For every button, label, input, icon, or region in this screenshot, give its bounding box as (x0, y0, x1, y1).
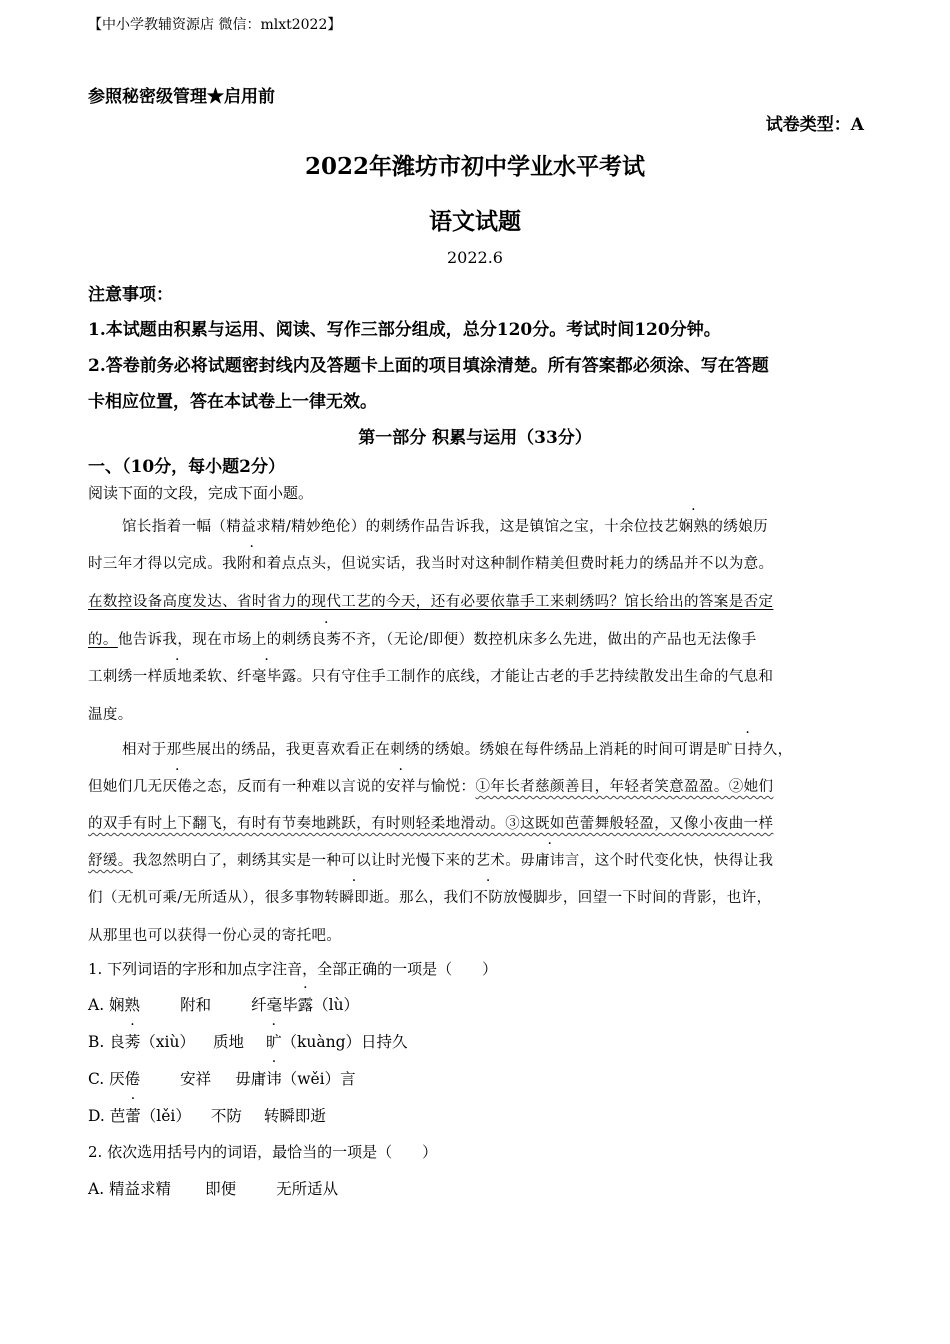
dotted-word: 质地 (162, 669, 193, 685)
exam-date: 2022.6 (447, 248, 503, 267)
question-1-option-a: A. 娴熟 附和 纤毫毕露（lù） (88, 993, 359, 1015)
exam-subtitle: 语文试题 (429, 208, 521, 235)
section-1-heading: 一、（10分，每小题2分） (88, 457, 285, 477)
question-1-option-c: C. 厌倦 安祥 毋庸讳（wěi）言 (88, 1067, 356, 1089)
dotted-word: 纤毫毕露 (237, 669, 297, 685)
dotted-word: 讳 (266, 1070, 282, 1088)
passage-line: 们（无机可乘/无所适从），很多事物转瞬即逝。那么，我们不防放慢脚步，回望一下时间的背影，也许， (88, 886, 860, 907)
secret-label: 参照秘密级管理★启用前 (88, 87, 275, 107)
dotted-word: 附和 (237, 556, 267, 572)
notice-item-2-line-1: 2.答卷前务必将试题密封线内及答题卡上面的项目填涂清楚。所有答案都必须涂、写在答题 (88, 356, 769, 376)
dotted-word: 莠 (124, 1033, 141, 1051)
notice-heading: 注意事项： (88, 285, 173, 305)
notice-item-2-line-2: 卡相应位置，答在本试卷上一律无效。 (88, 392, 377, 412)
dotted-word: 厌倦 (162, 779, 193, 795)
header-note: 【中小学教辅资源店 微信：mlxt2022】 (88, 17, 342, 33)
question-1-stem: 1. 下列词语的字形和加点字注音，全部正确的一项是（ ） (88, 960, 498, 978)
question-1-option-d: D. 芭蕾（lěi） 不防 转瞬即逝 (88, 1104, 326, 1126)
passage-line: 馆长指着一幅（精益求精/精妙绝伦）的刺绣作品告诉我，这是镇馆之宝，十余位技艺娴熟的绣娘历 (122, 515, 894, 536)
question-2-stem: 2. 依次选用括号内的词语，最恰当的一项是（ ） (88, 1143, 438, 1161)
notice-item-1: 1.本试题由积累与运用、阅读、写作三部分组成，总分120分。考试时间120分钟。 (88, 320, 721, 340)
passage-line: 的。他告诉我，现在市场上的刺绣良莠不齐，（无论/即便）数控机床多么先进，做出的产品也无法像手 (88, 628, 860, 649)
dotted-word: 毋庸讳言 (520, 853, 580, 869)
passage-line: 但她们几无厌倦之态，反而有一种难以言说的安祥与愉悦：①年长者慈颜善目，年轻者笑意盈盈。②她们 (88, 775, 860, 796)
passage-line: 舒缓。我忽然明白了，刺绣其实是一种可以让时光慢下来的艺术。毋庸讳言，这个时代变化快，快得让我 (88, 849, 860, 870)
passage-line: 时三年才得以完成。我附和着点点头，但说实话，我当时对这种制作精美但费时耗力的绣品并不以为意。 (88, 552, 860, 573)
dotted-word: 旷日持久 (718, 742, 778, 758)
dotted-word: 安祥 (386, 779, 416, 795)
dotted-word: 娴熟 (678, 519, 709, 535)
question-1-option-b: B. 良莠（xiù） 质地 旷（kuàng）日持久 (88, 1030, 408, 1052)
dotted-word: 转瞬即逝 (324, 890, 385, 906)
passage-line: 相对于那些展出的绣品，我更喜欢看正在刺绣的绣娘。绣娘在每件绣品上消耗的时间可谓是旷日持久， (122, 738, 894, 759)
dotted-word: 旷 (265, 1033, 282, 1051)
dotted-word: 蕾 (125, 1107, 141, 1125)
passage-line: 从那里也可以获得一份心灵的寄托吧。 (88, 928, 342, 944)
passage-line: 工刺绣一样质地柔软、纤毫毕露。只有守住手工制作的底线，才能让古老的手艺持续散发出生命的气息和 (88, 665, 860, 686)
exam-title: 2022年潍坊市初中学业水平考试 (304, 153, 645, 180)
dotted-word: 良莠 (311, 632, 342, 648)
dotted-word: 露 (297, 996, 314, 1014)
reading-instruction: 阅读下面的文段，完成下面小题。 (88, 484, 314, 502)
part-1-heading: 第一部分 积累与运用（33分） (358, 428, 592, 448)
passage-line-underlined: 在数控设备高度发达、省时省力的现代工艺的今天，还有必要依靠手工来刺绣吗？馆长给出的答案是否定 (88, 594, 774, 610)
question-2-option-a: A. 精益求精 即便 无所适从 (88, 1180, 339, 1198)
passage-line-wavy: 的双手有时上下翻飞，有时有节奏地跳跃，有时则轻柔地滑动。③这既如芭蕾舞般轻盈，又像小夜曲一样 (88, 816, 774, 832)
dotted-word: 不防 (473, 890, 504, 906)
paper-type: 试卷类型：A (765, 115, 864, 135)
passage-line: 温度。 (88, 707, 133, 723)
